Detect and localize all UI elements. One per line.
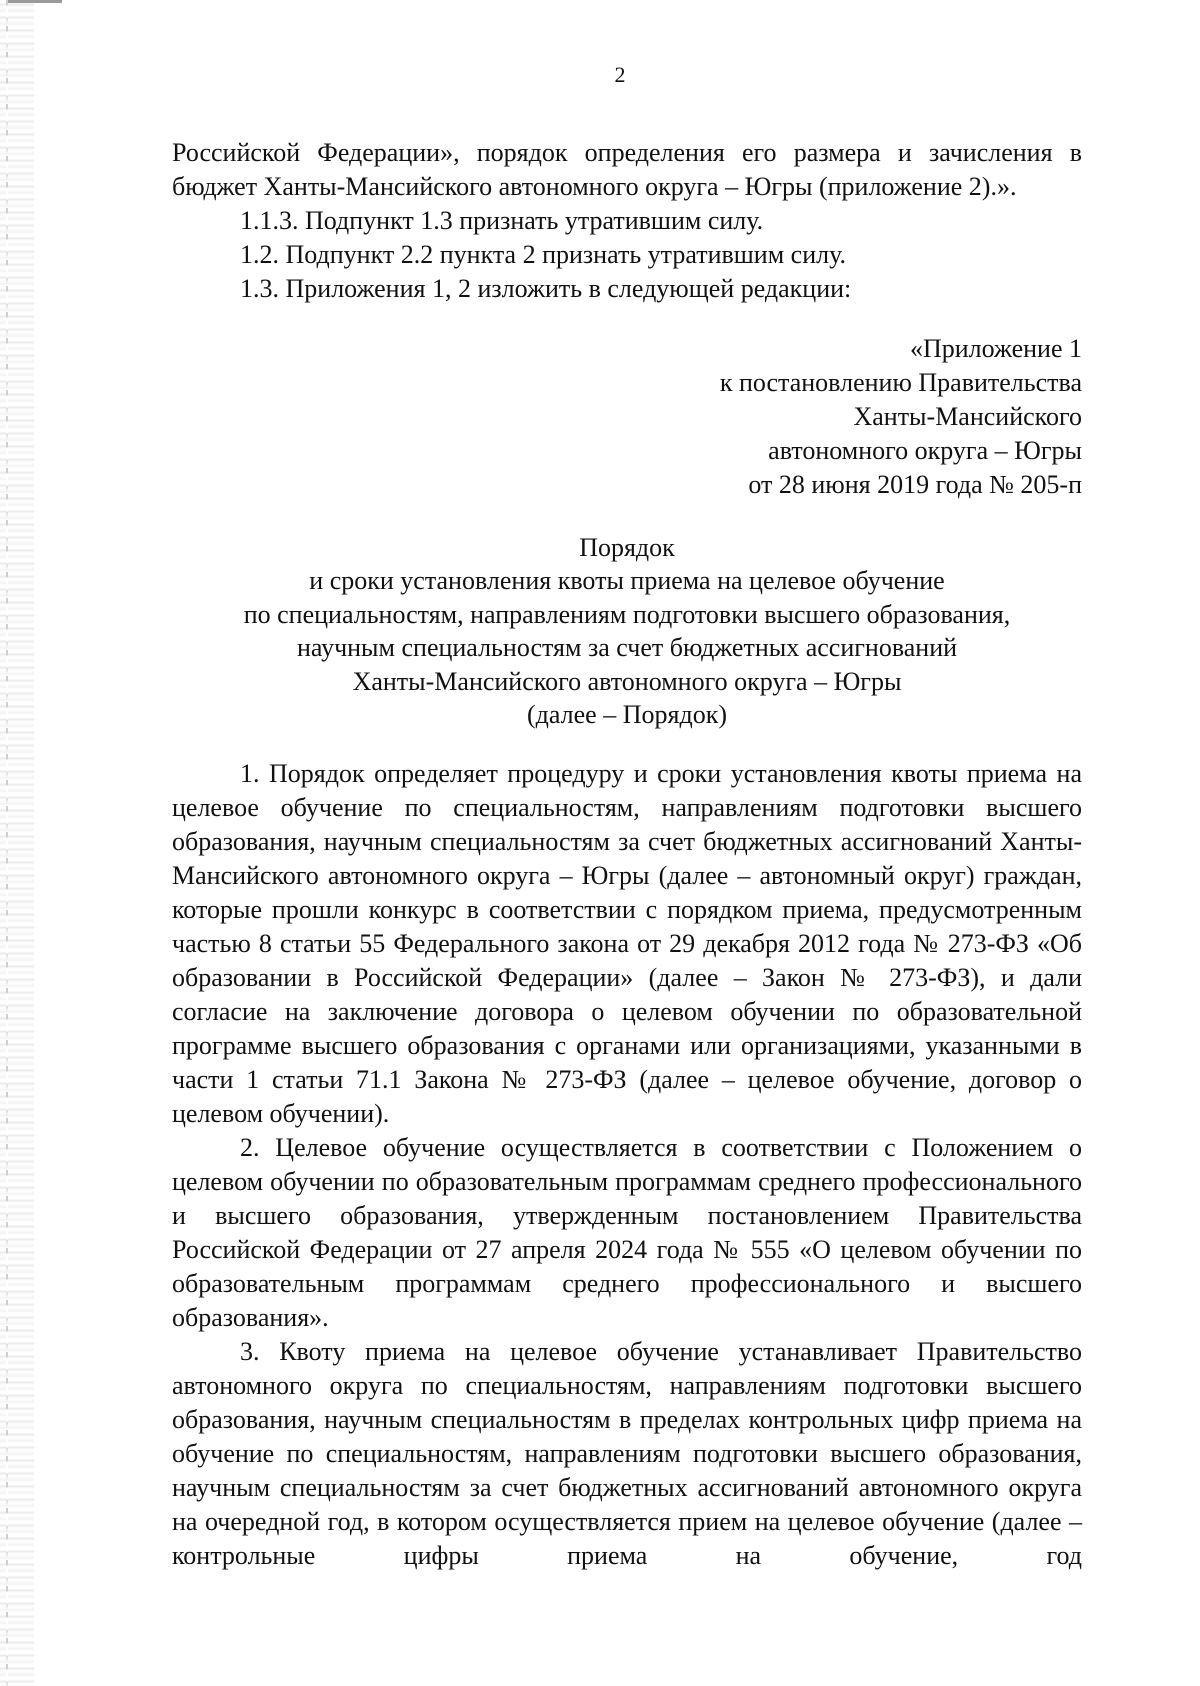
intro-item-1-1-3: 1.1.3. Подпункт 1.3 признать утратившим силу. [240,206,764,235]
heading-line-6: (далее – Порядок) [527,700,727,730]
heading-line-1: Порядок [579,533,675,562]
body-section [172,757,1082,1573]
paragraph-1: 1. Порядок определяет процедуру и сроки установления квоты приема на целевое обучение по специальностям, направлениям подготовки высшего образования, научным специальностям за счет бюджетных ассигнований Ханты-Мансийского автономного округа – Югры (далее – автономный округ) граждан, которые прошли конкурс в соответствии с порядком приема, предусмотренным частью 8 статьи 55 Федерального закона от 29 декабря 2012 года № 273-ФЗ «Об образовании в Российской Федерации» (далее – Закон № 273-ФЗ), и дали согласие на заключение договора о целевом обучении по образовательной программе высшего образования с органами или организациями, указанными в части 1 статьи 71.1 Закона № 273-ФЗ (далее – целевое обучение, договор о целевом обучении). [172,759,1082,1128]
appendix-line-3: Ханты-Мансийского [853,402,1082,431]
appendix-line-2: к постановлению Правительства [719,368,1082,397]
heading-line-5: Ханты-Мансийского автономного округа – Югры [352,666,902,696]
intro-section [172,136,1082,306]
paragraph-2: 2. Целевое обучение осуществляется в соответствии с Положением о целевом обучении по образовательным программам среднего профессионального и высшего образования, утвержденным постановлением Правительства Российской Федерации от 27 апреля 2024 года № 555 «О целевом обучении по образовательным программам среднего профессионального и высшего образования». [172,1133,1082,1332]
page-number: 2 [614,62,626,87]
heading-line-3: по специальностям, направлениям подготовки высшего образования, [243,599,1011,629]
appendix-line-4: автономного округа – Югры [768,436,1082,465]
scan-edge-artifact [0,0,34,1686]
document-heading [172,531,1082,731]
scan-corner-mark [8,0,62,3]
appendix-header [560,332,1082,502]
appendix-line-1: «Приложение 1 [909,334,1082,363]
intro-continuation: Российской Федерации», порядок определения его размера и зачисления в бюджет Ханты-Мансийского автономного округа – Югры (приложение 2).». [172,138,1082,201]
intro-item-1-3: 1.3. Приложения 1, 2 изложить в следующей редакции: [240,274,852,303]
intro-item-1-2: 1.2. Подпункт 2.2 пункта 2 признать утратившим силу. [240,240,846,269]
paragraph-3: 3. Квоту приема на целевое обучение устанавливает Правительство автономного округа по специальностям, направлениям подготовки высшего образования, научным специальностям в пределах контрольных цифр приема на обучение по специальностям, направлениям подготовки высшего образования, научным специальностям за счет бюджетных ассигнований автономного округа на очередной год, в котором осуществляется прием на целевое обучение (далее – контрольные цифры приема на обучение, год [172,1337,1082,1570]
heading-line-4: научным специальностям за счет бюджетных ассигнований [296,633,958,663]
heading-line-2: и сроки установления квоты приема на целевое обучение [309,566,945,596]
appendix-line-5: от 28 июня 2019 года № 205-п [748,470,1082,499]
